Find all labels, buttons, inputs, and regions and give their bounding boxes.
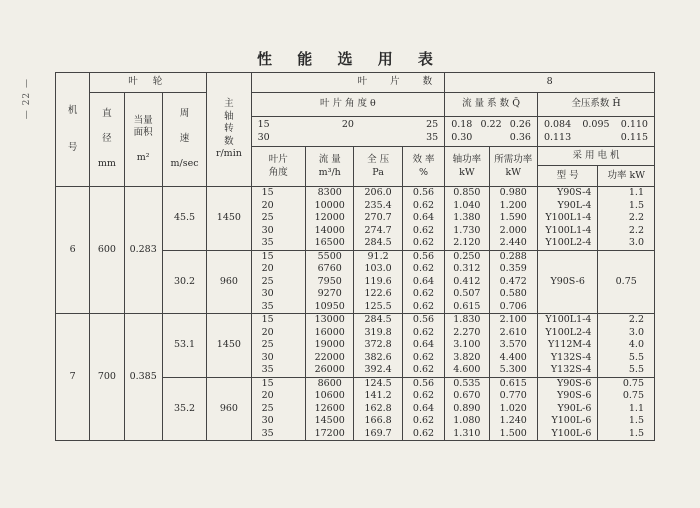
- motor-model-cell: Y100L-6: [537, 415, 597, 428]
- required-power-cell: 2.610: [489, 327, 537, 340]
- col-header-pressure: 全 压 Pa: [354, 147, 402, 187]
- required-power-cell: 0.288: [489, 250, 537, 263]
- flow-cell: 5500: [306, 250, 354, 263]
- motor-power-cell: 5.5: [598, 352, 655, 365]
- efficiency-cell: 0.62: [402, 390, 444, 403]
- blade-angle-cell: 30: [251, 288, 305, 301]
- shaft-power-cell: 3.820: [445, 352, 489, 365]
- motor-model-cell: Y90L-4: [537, 200, 597, 213]
- shaft-power-cell: 2.270: [445, 327, 489, 340]
- required-power-cell: 0.359: [489, 263, 537, 276]
- blade-angle-cell: 15: [251, 250, 305, 263]
- table-row: [56, 187, 655, 200]
- motor-power-cell: 4.0: [598, 339, 655, 352]
- blade-angle-cell: 35: [251, 428, 305, 441]
- efficiency-cell: 0.62: [402, 225, 444, 238]
- blade-angle-cell: 30: [251, 352, 305, 365]
- performance-table: [55, 72, 655, 441]
- shaft-power-cell: 3.100: [445, 339, 489, 352]
- blade-angle-cell: 30: [251, 225, 305, 238]
- pressure-cell: 91.2: [354, 250, 402, 263]
- required-power-cell: 4.400: [489, 352, 537, 365]
- col-header-angle: 叶片 角度: [251, 147, 305, 187]
- motor-model-cell: Y90S-6: [537, 377, 597, 390]
- flow-cell: 9270: [306, 288, 354, 301]
- motor-power-cell: 1.1: [598, 187, 655, 200]
- pressure-cell: 235.4: [354, 200, 402, 213]
- motor-model-cell: Y100L2-4: [537, 237, 597, 250]
- motor-power-cell: 0.75: [598, 250, 655, 314]
- pressure-cell: 169.7: [354, 428, 402, 441]
- col-header-efficiency: 效 率 %: [402, 147, 444, 187]
- blade-angle-cell: 25: [251, 403, 305, 416]
- pressure-cell: 119.6: [354, 276, 402, 289]
- table-body: [56, 187, 655, 441]
- efficiency-cell: 0.62: [402, 288, 444, 301]
- motor-power-cell: 2.2: [598, 314, 655, 327]
- motor-power-cell: 1.5: [598, 428, 655, 441]
- pressure-cell: 284.5: [354, 237, 402, 250]
- flow-coef-values: 0.18 0.22 0.26 0.30 0.36: [445, 117, 538, 147]
- tip-speed-cell: 30.2: [162, 250, 206, 314]
- required-power-cell: 0.615: [489, 377, 537, 390]
- table-row: [56, 314, 655, 327]
- motor-model-cell: Y90S-6: [537, 390, 597, 403]
- header-press-coef: 全压系数 H̄: [537, 93, 654, 117]
- header-diameter: 直 径 mm: [90, 93, 124, 187]
- pressure-cell: 124.5: [354, 377, 402, 390]
- shaft-power-cell: 1.040: [445, 200, 489, 213]
- diameter-cell: 600: [90, 187, 124, 314]
- header-equiv-area: 当量 面积 m²: [124, 93, 162, 187]
- col-header-required-power: 所需功率 kW: [489, 147, 537, 187]
- shaft-power-cell: 1.380: [445, 212, 489, 225]
- efficiency-cell: 0.62: [402, 301, 444, 314]
- page-number: — 22 —: [22, 78, 32, 120]
- required-power-cell: 0.980: [489, 187, 537, 200]
- pressure-cell: 166.8: [354, 415, 402, 428]
- machine-number-cell: 7: [56, 314, 90, 441]
- shaft-power-cell: 0.507: [445, 288, 489, 301]
- motor-power-cell: 2.2: [598, 212, 655, 225]
- motor-model-cell: Y100L1-4: [537, 212, 597, 225]
- flow-cell: 6760: [306, 263, 354, 276]
- motor-power-cell: 3.0: [598, 327, 655, 340]
- pressure-cell: 270.7: [354, 212, 402, 225]
- header-shaft-speed: 主 轴 转 数 r/min: [207, 73, 251, 187]
- blade-angle-cell: 20: [251, 200, 305, 213]
- shaft-power-cell: 1.830: [445, 314, 489, 327]
- required-power-cell: 1.500: [489, 428, 537, 441]
- shaft-speed-cell: 1450: [207, 314, 251, 378]
- header-blades: 叶 片 数: [251, 73, 445, 93]
- efficiency-cell: 0.56: [402, 187, 444, 200]
- required-power-cell: 0.706: [489, 301, 537, 314]
- tip-speed-cell: 45.5: [162, 187, 206, 251]
- required-power-cell: 1.590: [489, 212, 537, 225]
- pressure-cell: 382.6: [354, 352, 402, 365]
- motor-power-cell: 2.2: [598, 225, 655, 238]
- motor-model-cell: Y90S-4: [537, 187, 597, 200]
- efficiency-cell: 0.62: [402, 428, 444, 441]
- shaft-speed-cell: 1450: [207, 187, 251, 251]
- motor-model-cell: Y90S-6: [537, 250, 597, 314]
- motor-power-cell: 1.5: [598, 415, 655, 428]
- pressure-cell: 206.0: [354, 187, 402, 200]
- blade-angle-cell: 25: [251, 276, 305, 289]
- flow-cell: 10600: [306, 390, 354, 403]
- motor-power-cell: 0.75: [598, 390, 655, 403]
- motor-model-cell: Y100L2-4: [537, 327, 597, 340]
- required-power-cell: 0.472: [489, 276, 537, 289]
- equiv-area-cell: 0.283: [124, 187, 162, 314]
- blade-angle-cell: 20: [251, 327, 305, 340]
- motor-model-cell: Y90L-6: [537, 403, 597, 416]
- efficiency-cell: 0.62: [402, 352, 444, 365]
- efficiency-cell: 0.56: [402, 314, 444, 327]
- flow-cell: 14000: [306, 225, 354, 238]
- col-header-shaft-power: 轴功率 kW: [445, 147, 489, 187]
- efficiency-cell: 0.56: [402, 250, 444, 263]
- pressure-cell: 372.8: [354, 339, 402, 352]
- motor-model-cell: Y132S-4: [537, 364, 597, 377]
- efficiency-cell: 0.62: [402, 364, 444, 377]
- efficiency-cell: 0.56: [402, 377, 444, 390]
- machine-number-cell: 6: [56, 187, 90, 314]
- flow-cell: 12000: [306, 212, 354, 225]
- flow-cell: 8600: [306, 377, 354, 390]
- blade-angle-cell: 35: [251, 364, 305, 377]
- motor-power-cell: 3.0: [598, 237, 655, 250]
- motor-model-cell: Y100L1-4: [537, 225, 597, 238]
- flow-cell: 17200: [306, 428, 354, 441]
- pressure-cell: 103.0: [354, 263, 402, 276]
- required-power-cell: 2.440: [489, 237, 537, 250]
- motor-power-cell: 0.75: [598, 377, 655, 390]
- efficiency-cell: 0.62: [402, 200, 444, 213]
- pressure-cell: 274.7: [354, 225, 402, 238]
- pressure-cell: 319.8: [354, 327, 402, 340]
- required-power-cell: 5.300: [489, 364, 537, 377]
- required-power-cell: 2.000: [489, 225, 537, 238]
- header-machine-no: 机 号: [56, 73, 90, 187]
- blade-angle-cell: 25: [251, 339, 305, 352]
- blade-angle-cell: 15: [251, 314, 305, 327]
- shaft-power-cell: 2.120: [445, 237, 489, 250]
- pressure-cell: 125.5: [354, 301, 402, 314]
- blade-angle-cell: 35: [251, 301, 305, 314]
- motor-model-cell: Y100L1-4: [537, 314, 597, 327]
- table-title: 性 能 选 用 表: [257, 50, 443, 68]
- motor-model-cell: Y132S-4: [537, 352, 597, 365]
- shaft-power-cell: 0.850: [445, 187, 489, 200]
- header-blade-angle: 叶 片 角 度 θ: [251, 93, 445, 117]
- flow-cell: 16500: [306, 237, 354, 250]
- flow-cell: 14500: [306, 415, 354, 428]
- shaft-power-cell: 0.615: [445, 301, 489, 314]
- blade-angle-cell: 25: [251, 212, 305, 225]
- efficiency-cell: 0.62: [402, 237, 444, 250]
- required-power-cell: 1.020: [489, 403, 537, 416]
- shaft-power-cell: 0.312: [445, 263, 489, 276]
- efficiency-cell: 0.64: [402, 403, 444, 416]
- motor-model-cell: Y112M-4: [537, 339, 597, 352]
- pressure-cell: 141.2: [354, 390, 402, 403]
- required-power-cell: 1.240: [489, 415, 537, 428]
- blade-angle-cell: 20: [251, 390, 305, 403]
- flow-cell: 22000: [306, 352, 354, 365]
- press-coef-values: 0.084 0.095 0.110 0.113 0.115: [537, 117, 654, 147]
- flow-cell: 26000: [306, 364, 354, 377]
- flow-cell: 10950: [306, 301, 354, 314]
- header-impeller: 叶 轮: [90, 73, 207, 93]
- flow-cell: 8300: [306, 187, 354, 200]
- motor-model-cell: Y100L-6: [537, 428, 597, 441]
- required-power-cell: 3.570: [489, 339, 537, 352]
- flow-cell: 16000: [306, 327, 354, 340]
- motor-power-cell: 5.5: [598, 364, 655, 377]
- angle-values: 15 20 25 30 35: [251, 117, 445, 147]
- flow-cell: 19000: [306, 339, 354, 352]
- efficiency-cell: 0.64: [402, 276, 444, 289]
- required-power-cell: 1.200: [489, 200, 537, 213]
- required-power-cell: 0.770: [489, 390, 537, 403]
- pressure-cell: 392.4: [354, 364, 402, 377]
- shaft-power-cell: 1.080: [445, 415, 489, 428]
- header-flow-coef: 流 量 系 数 Q̄: [445, 93, 538, 117]
- blade-angle-cell: 35: [251, 237, 305, 250]
- shaft-speed-cell: 960: [207, 377, 251, 441]
- blade-angle-cell: 15: [251, 377, 305, 390]
- flow-cell: 13000: [306, 314, 354, 327]
- shaft-power-cell: 0.670: [445, 390, 489, 403]
- header-tip-speed: 周 速 m/sec: [162, 93, 206, 187]
- col-header-flow: 流 量 m³/h: [306, 147, 354, 187]
- pressure-cell: 284.5: [354, 314, 402, 327]
- blade-angle-cell: 30: [251, 415, 305, 428]
- shaft-power-cell: 0.890: [445, 403, 489, 416]
- shaft-power-cell: 1.310: [445, 428, 489, 441]
- motor-power-cell: 1.1: [598, 403, 655, 416]
- efficiency-cell: 0.62: [402, 263, 444, 276]
- diameter-cell: 700: [90, 314, 124, 441]
- motor-power-cell: 1.5: [598, 200, 655, 213]
- header-blade-count: 8: [445, 73, 655, 93]
- shaft-power-cell: 1.730: [445, 225, 489, 238]
- table-header: [56, 73, 655, 187]
- shaft-speed-cell: 960: [207, 250, 251, 314]
- shaft-power-cell: 4.600: [445, 364, 489, 377]
- efficiency-cell: 0.62: [402, 327, 444, 340]
- shaft-power-cell: 0.250: [445, 250, 489, 263]
- required-power-cell: 0.580: [489, 288, 537, 301]
- blade-angle-cell: 15: [251, 187, 305, 200]
- required-power-cell: 2.100: [489, 314, 537, 327]
- pressure-cell: 122.6: [354, 288, 402, 301]
- tip-speed-cell: 53.1: [162, 314, 206, 378]
- flow-cell: 12600: [306, 403, 354, 416]
- pressure-cell: 162.8: [354, 403, 402, 416]
- tip-speed-cell: 35.2: [162, 377, 206, 441]
- shaft-power-cell: 0.412: [445, 276, 489, 289]
- efficiency-cell: 0.64: [402, 339, 444, 352]
- flow-cell: 10000: [306, 200, 354, 213]
- blade-angle-cell: 20: [251, 263, 305, 276]
- equiv-area-cell: 0.385: [124, 314, 162, 441]
- efficiency-cell: 0.62: [402, 415, 444, 428]
- shaft-power-cell: 0.535: [445, 377, 489, 390]
- flow-cell: 7950: [306, 276, 354, 289]
- col-header-motor: 采 用 电 机 型 号 功率 kW: [537, 147, 654, 187]
- efficiency-cell: 0.64: [402, 212, 444, 225]
